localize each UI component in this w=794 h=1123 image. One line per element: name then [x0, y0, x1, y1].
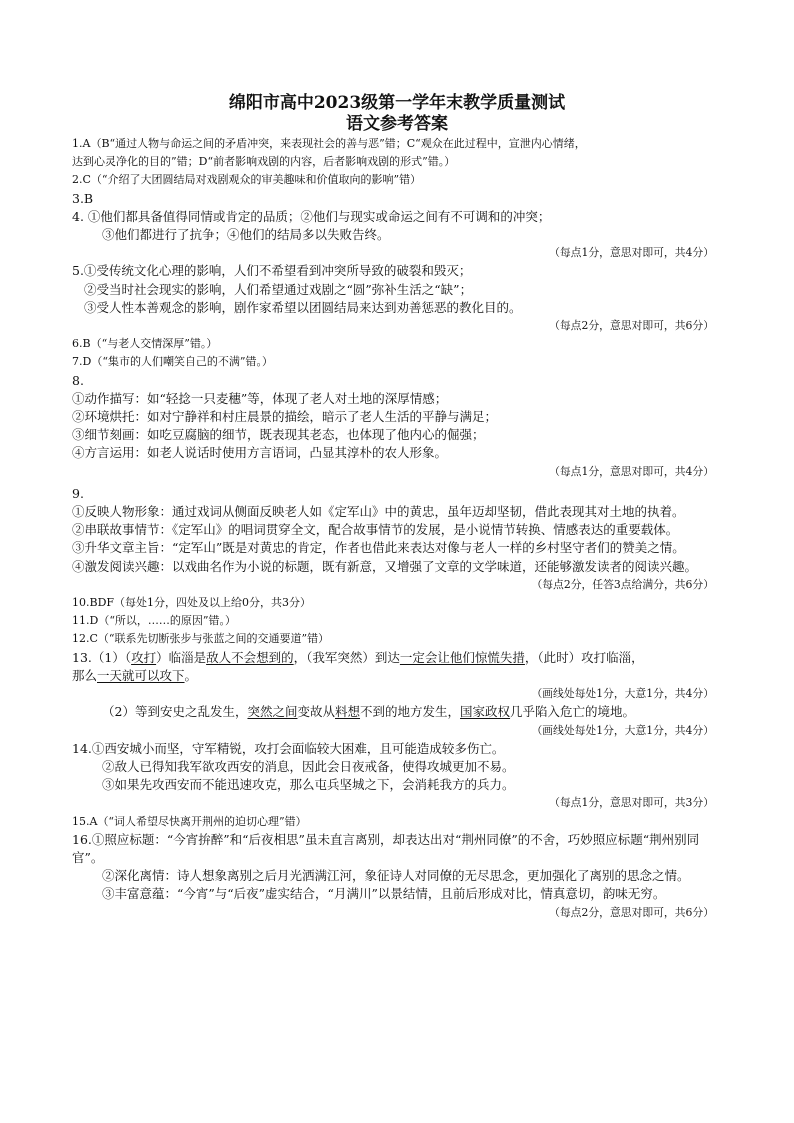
answer-15: 15.A（“词人希望尽快离开荆州的迫切心理”错）: [72, 814, 307, 828]
answer-7: 7.D（“集市的人们嘲笑自己的不满”错。）: [72, 355, 274, 369]
answer-9-point-1: ①反映人物形象：通过戏词从侧面反映老人如《定军山》中的黄忠，虽年迈却坚韧，借此表现其对土地的执着。: [72, 504, 685, 520]
answer-4-line-1: 4. ①他们都具备值得同情或肯定的品质；②他们与现实或命运之间有不可调和的冲突；: [72, 208, 551, 224]
page-title: 绵阳市高中2023级第一学年末教学质量测试: [228, 93, 566, 113]
answer-16-line-3: ③丰富意蕴：“今宵”与“后夜”虚实结合，“月满川”以景结情，且前后形成对比，情真意切，韵味无穷。: [102, 886, 666, 902]
underlined-key-phrase: 料想: [335, 704, 361, 720]
answer-8-line-1: ①动作描写：如“轻捻一只麦穗”等，体现了老人对土地的深厚情感；: [72, 390, 448, 406]
underlined-key-phrase: 突然之间: [247, 704, 298, 720]
answer-3: 3.B: [72, 190, 94, 206]
underlined-key-phrase: 攻打: [131, 649, 157, 665]
answer-9-point-4: ④激发阅读兴趣：以戏曲名作为小说的标题，既有新意，又增强了文章的文学味道，还能够激发读者的阅读兴趣。: [72, 558, 698, 574]
answer-8-line-3: ③细节刻画：如吃豆腐脑的细节，既表现其老态，也体现了他内心的倔强；: [72, 427, 485, 443]
answer-14-line-1: 14.①西安城小而坚，守军精锐，攻打会面临较大困难，且可能造成较多伤亡。: [72, 740, 505, 756]
answer-10: 10.BDF（每处1分，四处及以上给0分，共3分）: [72, 596, 312, 610]
underlined-key-phrase: 国家政权: [460, 704, 511, 720]
answer-5-line-1: 5.①受传统文化心理的影响，人们不希望看到冲突所导致的破裂和毁灭；: [72, 263, 472, 279]
answer-8-score: （每点1分，意思对即可，共4分）: [549, 464, 714, 478]
answer-9-number: 9.: [72, 485, 84, 501]
answer-1-line-2: 达到心灵净化的目的”错；D“前者影响戏剧的内容，后者影响戏剧的形式”错。）: [72, 155, 456, 169]
answer-16-line-2: ②深化离情：诗人想象离别之后月光洒满江河，象征诗人对同僚的无尽思念，更加强化了离别的思念之情。: [102, 868, 690, 884]
answer-9-score: （每点2分，任答3点给满分，共6分）: [531, 577, 714, 591]
underlined-key-phrase: 一天就可以攻下: [97, 667, 185, 683]
answer-13-1-score: （画线处每处1分，大意1分，共4分）: [531, 687, 714, 701]
answer-4-line-2: ③他们都进行了抗争；④他们的结局多以失败告终。: [102, 227, 390, 243]
answer-4-score: （每点1分，意思对即可，共4分）: [549, 246, 714, 260]
answer-12: 12.C（“联系先切断张步与张蓝之间的交通要道”错）: [72, 632, 330, 646]
answer-8-line-2: ②环境烘托：如对宁静祥和村庄晨景的描绘，暗示了老人生活的平静与满足；: [72, 409, 498, 425]
answer-9-point-3: ③升华文章主旨：“定军山”既是对黄忠的肯定，作者也借此来表达对像与老人一样的乡村坚守者们的赞美之情。: [72, 540, 685, 556]
answer-13-1-line-1: 13.（1）（攻打）临淄是敌人不会想到的，（我军突然）到达一定会让他们惊慌失措，（此时）攻打临淄，: [72, 649, 644, 665]
answer-5-score: （每点2分，意思对即可，共6分）: [549, 319, 714, 333]
answer-16-point-1: 16.①照应标题：“今宵拚醉”和“后夜相思”虽未直言离别，却表达出对“荆州同僚”的不舍，巧妙照应标题“荆州别同官”。: [72, 831, 700, 865]
answer-6: 6.B（“与老人交情深厚”错。）: [72, 337, 218, 351]
answer-14-line-2: ②敌人已得知我军欲攻西安的消息，因此会日夜戒备，使得攻城更加不易。: [102, 758, 515, 774]
answer-5-line-2: ②受当时社会现实的影响，人们希望通过戏剧之“圆”弥补生活之“缺”；: [84, 281, 473, 297]
underlined-key-phrase: 一定会让他们惊慌失措: [399, 649, 525, 665]
title-block: [0, 93, 794, 135]
answer-8-line-4: ④方言运用：如老人说话时使用方言语词，凸显其淳朴的农人形象。: [72, 445, 448, 461]
answer-11: 11.D（“所以，……的原因”错。）: [72, 614, 237, 628]
page-subtitle: 语文参考答案: [346, 114, 448, 134]
answer-5-line-3: ③受人性本善观念的影响，剧作家希望以团圆结局来达到劝善惩恶的教化目的。: [84, 299, 522, 315]
answer-14-score: （每点1分，意思对即可，共3分）: [549, 796, 714, 810]
answer-9-point-2: ②串联故事情节：《定军山》的唱词贯穿全文，配合故事情节的发展，是小说情节转换、情感表达的重要载体。: [72, 522, 679, 538]
answer-2: 2.C（“介绍了大团圆结局对戏剧观众的审美趣味和价值取向的影响”错）: [72, 173, 422, 187]
answer-content: [72, 135, 718, 922]
answer-13-1-line-2: 那么一天就可以攻下。: [72, 667, 198, 683]
answer-14-line-3: ③如果先攻西安而不能迅速攻克，那么屯兵坚城之下，会消耗我方的兵力。: [102, 777, 515, 793]
answer-13-2: （2）等到安史之乱发生，突然之间变故从料想不到的地方发生，国家政权几乎陷入危亡的境地。: [102, 704, 636, 720]
answer-13-2-score: （画线处每处1分，大意1分，共4分）: [531, 723, 714, 737]
answer-16-score: （每点2分，意思对即可，共6分）: [549, 905, 714, 919]
answer-8-number: 8.: [72, 372, 84, 388]
answer-1-line-1: 1.A（B“通过人物与命运之间的矛盾冲突，来表现社会的善与恶”错；C“观众在此过程中，宣泄内心情绪，: [72, 137, 586, 150]
underlined-key-phrase: 敌人不会想到的: [206, 649, 294, 665]
